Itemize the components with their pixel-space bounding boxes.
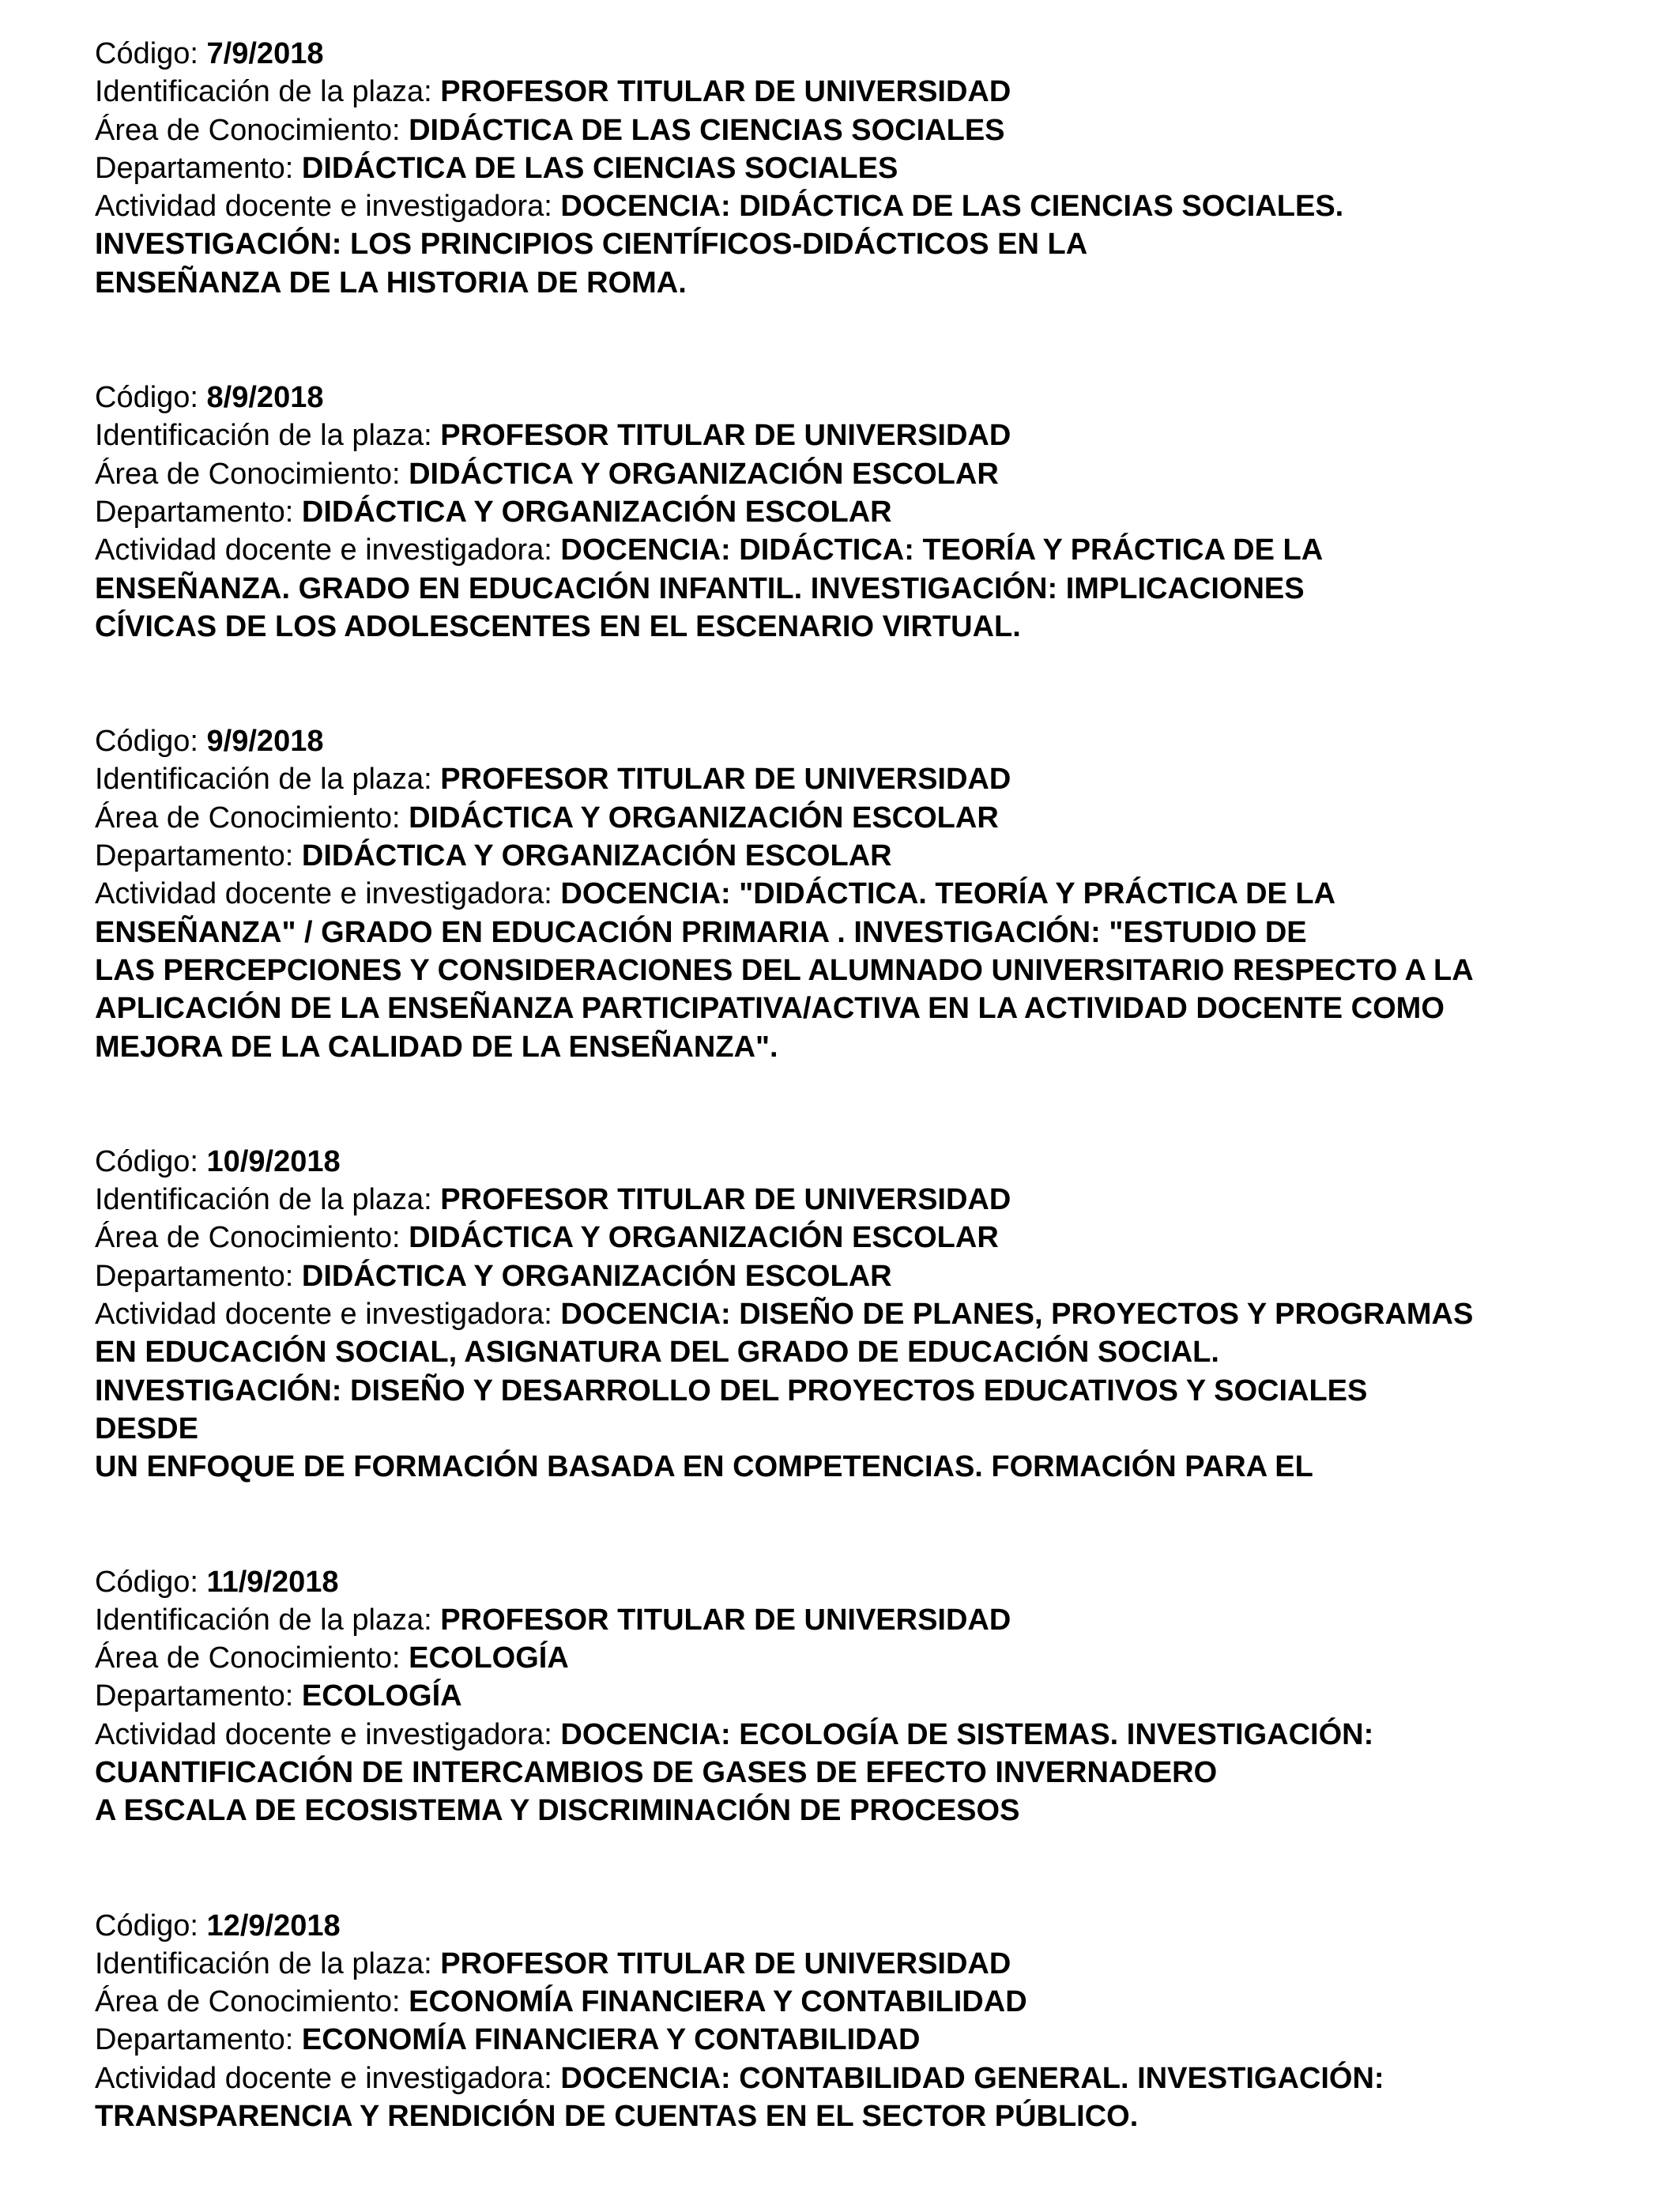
identificacion-value: PROFESOR TITULAR DE UNIVERSIDAD <box>440 75 1011 109</box>
departamento-line <box>95 1257 1659 1295</box>
actividad-line <box>95 1716 1659 1754</box>
departamento-line <box>95 2021 1659 2059</box>
area-line <box>95 1983 1659 2021</box>
codigo-line <box>95 35 1659 73</box>
codigo-line <box>95 1563 1659 1601</box>
document-page <box>95 35 1659 2212</box>
actividad-line <box>95 1295 1659 1333</box>
actividad-continuation: ENSEÑANZA. GRADO EN EDUCACIÓN INFANTIL. INVESTIGACIÓN: IMPLICACIONES <box>95 571 1305 605</box>
plaza-entry <box>95 379 1659 646</box>
area-label: Área de Conocimiento: <box>95 801 409 835</box>
departamento-label: Departamento: <box>95 151 302 185</box>
area-label: Área de Conocimiento: <box>95 1985 409 2019</box>
actividad-value: DOCENCIA: CONTABILIDAD GENERAL. INVESTIGACIÓN: <box>560 2061 1384 2095</box>
identificacion-line <box>95 1181 1659 1219</box>
codigo-label: Código: <box>95 1144 207 1178</box>
departamento-value: ECONOMÍA FINANCIERA Y CONTABILIDAD <box>301 2023 921 2057</box>
departamento-line <box>95 149 1659 187</box>
codigo-label: Código: <box>95 37 207 70</box>
departamento-value: DIDÁCTICA Y ORGANIZACIÓN ESCOLAR <box>301 495 892 529</box>
actividad-continuation: MEJORA DE LA CALIDAD DE LA ENSEÑANZA". <box>95 1030 778 1064</box>
actividad-value: DOCENCIA: DIDÁCTICA DE LAS CIENCIAS SOCIALES. <box>560 190 1344 224</box>
codigo-label: Código: <box>95 381 207 415</box>
area-label: Área de Conocimiento: <box>95 457 409 491</box>
identificacion-line <box>95 416 1659 454</box>
actividad-line <box>95 875 1659 913</box>
departamento-value: ECOLOGÍA <box>301 1679 462 1713</box>
identificacion-line <box>95 760 1659 798</box>
actividad-value: DOCENCIA: DISEÑO DE PLANES, PROYECTOS Y PROGRAMAS <box>560 1298 1474 1332</box>
departamento-label: Departamento: <box>95 839 302 873</box>
codigo-line <box>95 722 1659 760</box>
identificacion-value: PROFESOR TITULAR DE UNIVERSIDAD <box>440 419 1011 453</box>
departamento-line <box>95 1677 1659 1715</box>
departamento-value: DIDÁCTICA Y ORGANIZACIÓN ESCOLAR <box>301 1259 892 1293</box>
codigo-label: Código: <box>95 1565 207 1599</box>
area-value: DIDÁCTICA Y ORGANIZACIÓN ESCOLAR <box>409 801 999 835</box>
identificacion-label: Identificación de la plaza: <box>95 763 441 797</box>
identificacion-value: PROFESOR TITULAR DE UNIVERSIDAD <box>440 1183 1011 1217</box>
departamento-line <box>95 837 1659 875</box>
area-label: Área de Conocimiento: <box>95 113 409 147</box>
area-value: ECOLOGÍA <box>409 1641 569 1675</box>
actividad-continuation: ENSEÑANZA" / GRADO EN EDUCACIÓN PRIMARIA . INVESTIGACIÓN: "ESTUDIO DE <box>95 915 1307 949</box>
area-value: DIDÁCTICA DE LAS CIENCIAS SOCIALES <box>409 113 1005 147</box>
departamento-value: DIDÁCTICA Y ORGANIZACIÓN ESCOLAR <box>301 839 892 873</box>
plaza-entry <box>95 1907 1659 2136</box>
identificacion-line <box>95 1945 1659 1983</box>
plaza-entry <box>95 1563 1659 1830</box>
actividad-continuation: INVESTIGACIÓN: LOS PRINCIPIOS CIENTÍFICOS-DIDÁCTICOS EN LA <box>95 228 1088 262</box>
actividad-line <box>95 187 1659 225</box>
actividad-continuation: INVESTIGACIÓN: DISEÑO Y DESARROLLO DEL PROYECTOS EDUCATIVOS Y SOCIALES <box>95 1374 1368 1407</box>
identificacion-label: Identificación de la plaza: <box>95 1183 441 1217</box>
identificacion-label: Identificación de la plaza: <box>95 1603 441 1637</box>
departamento-value: DIDÁCTICA DE LAS CIENCIAS SOCIALES <box>301 151 898 185</box>
actividad-value: DOCENCIA: ECOLOGÍA DE SISTEMAS. INVESTIGACIÓN: <box>560 1717 1374 1751</box>
identificacion-label: Identificación de la plaza: <box>95 1946 441 1980</box>
area-value: DIDÁCTICA Y ORGANIZACIÓN ESCOLAR <box>409 457 999 491</box>
actividad-continuation: CÍVICAS DE LOS ADOLESCENTES EN EL ESCENARIO VIRTUAL. <box>95 609 1021 643</box>
area-label: Área de Conocimiento: <box>95 1641 409 1675</box>
departamento-label: Departamento: <box>95 495 302 529</box>
area-value: ECONOMÍA FINANCIERA Y CONTABILIDAD <box>409 1985 1027 2019</box>
actividad-continuation: UN ENFOQUE DE FORMACIÓN BASADA EN COMPETENCIAS. FORMACIÓN PARA EL <box>95 1450 1313 1484</box>
actividad-line <box>95 531 1659 569</box>
codigo-value: 8/9/2018 <box>206 381 324 415</box>
area-line <box>95 455 1659 493</box>
actividad-continuation: A ESCALA DE ECOSISTEMA Y DISCRIMINACIÓN DE PROCESOS <box>95 1794 1020 1828</box>
area-line <box>95 111 1659 149</box>
identificacion-label: Identificación de la plaza: <box>95 419 441 453</box>
departamento-label: Departamento: <box>95 1679 302 1713</box>
codigo-label: Código: <box>95 725 207 759</box>
area-label: Área de Conocimiento: <box>95 1221 409 1255</box>
plaza-entry <box>95 1143 1659 1487</box>
actividad-label: Actividad docente e investigadora: <box>95 533 561 567</box>
area-line <box>95 799 1659 837</box>
actividad-continuation: ENSEÑANZA DE LA HISTORIA DE ROMA. <box>95 266 687 300</box>
actividad-label: Actividad docente e investigadora: <box>95 1717 561 1751</box>
actividad-line <box>95 2059 1659 2097</box>
identificacion-label: Identificación de la plaza: <box>95 75 441 109</box>
codigo-value: 10/9/2018 <box>206 1144 341 1178</box>
codigo-value: 12/9/2018 <box>206 1909 341 1943</box>
actividad-label: Actividad docente e investigadora: <box>95 877 561 911</box>
codigo-value: 7/9/2018 <box>206 37 324 70</box>
departamento-label: Departamento: <box>95 1259 302 1293</box>
actividad-continuation: TRANSPARENCIA Y RENDICIÓN DE CUENTAS EN EL SECTOR PÚBLICO. <box>95 2100 1139 2134</box>
area-line <box>95 1639 1659 1677</box>
departamento-label: Departamento: <box>95 2023 302 2057</box>
actividad-continuation: DESDE <box>95 1411 198 1445</box>
area-line <box>95 1219 1659 1257</box>
departamento-line <box>95 493 1659 531</box>
actividad-continuation: EN EDUCACIÓN SOCIAL, ASIGNATURA DEL GRADO DE EDUCACIÓN SOCIAL. <box>95 1336 1219 1370</box>
identificacion-line <box>95 1601 1659 1639</box>
codigo-value: 9/9/2018 <box>206 725 324 759</box>
codigo-line <box>95 1907 1659 1945</box>
identificacion-value: PROFESOR TITULAR DE UNIVERSIDAD <box>440 763 1011 797</box>
actividad-continuation: CUANTIFICACIÓN DE INTERCAMBIOS DE GASES DE EFECTO INVERNADERO <box>95 1755 1218 1789</box>
actividad-value: DOCENCIA: DIDÁCTICA: TEORÍA Y PRÁCTICA DE LA <box>560 533 1324 567</box>
actividad-value: DOCENCIA: "DIDÁCTICA. TEORÍA Y PRÁCTICA DE LA <box>560 877 1336 911</box>
actividad-label: Actividad docente e investigadora: <box>95 2061 561 2095</box>
actividad-continuation: APLICACIÓN DE LA ENSEÑANZA PARTICIPATIVA/ACTIVA EN LA ACTIVIDAD DOCENTE COMO <box>95 992 1445 1026</box>
identificacion-value: PROFESOR TITULAR DE UNIVERSIDAD <box>440 1946 1011 1980</box>
actividad-label: Actividad docente e investigadora: <box>95 1298 561 1332</box>
area-value: DIDÁCTICA Y ORGANIZACIÓN ESCOLAR <box>409 1221 999 1255</box>
actividad-label: Actividad docente e investigadora: <box>95 190 561 224</box>
codigo-label: Código: <box>95 1909 207 1943</box>
identificacion-value: PROFESOR TITULAR DE UNIVERSIDAD <box>440 1603 1011 1637</box>
codigo-value: 11/9/2018 <box>206 1565 339 1599</box>
identificacion-line <box>95 73 1659 111</box>
plaza-entry <box>95 35 1659 302</box>
actividad-continuation: LAS PERCEPCIONES Y CONSIDERACIONES DEL ALUMNADO UNIVERSITARIO RESPECTO A LA <box>95 953 1474 987</box>
plaza-entry <box>95 722 1659 1066</box>
codigo-line <box>95 1143 1659 1181</box>
codigo-line <box>95 379 1659 416</box>
